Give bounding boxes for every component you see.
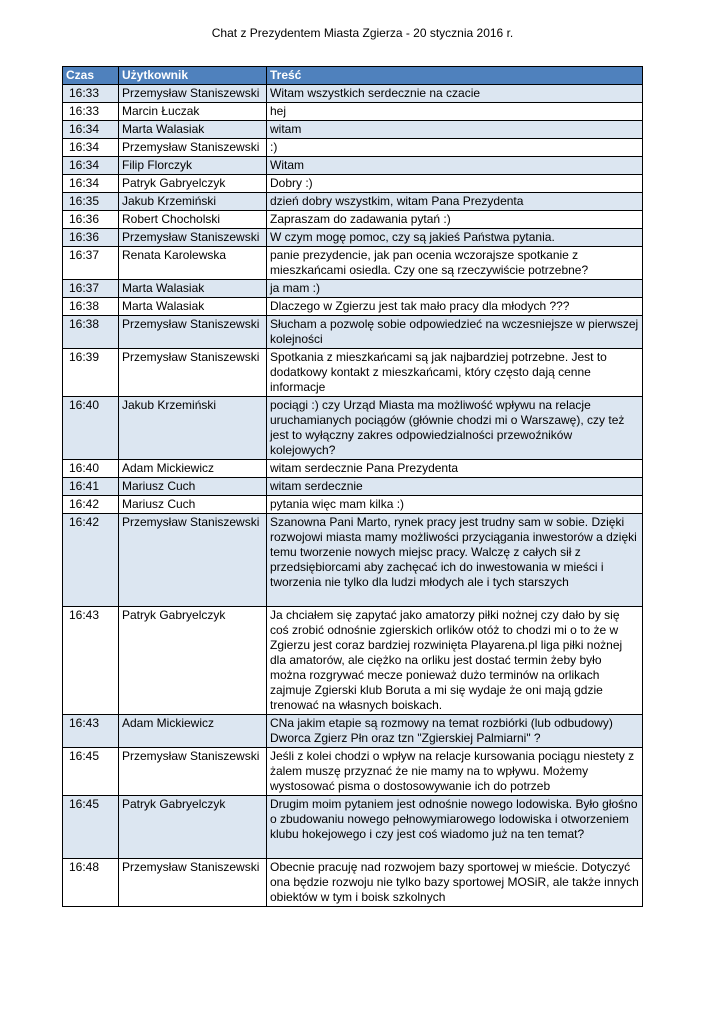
chat-time-cell: 16:35 (63, 193, 119, 211)
chat-time-cell: 16:48 (63, 859, 119, 907)
table-row (63, 514, 643, 607)
chat-time-cell: 16:42 (63, 514, 119, 607)
chat-user-cell: Patryk Gabryelczyk (119, 175, 267, 193)
chat-message-cell: CNa jakim etapie są rozmowy na temat rozbiórki (lub odbudowy) Dworca Zgierz Płn oraz tzn "Zgierskiej Palmiarni" ? (267, 715, 643, 748)
chat-user-cell: Przemysław Staniszewski (119, 859, 267, 907)
chat-time-cell: 16:43 (63, 715, 119, 748)
chat-user-cell: Przemysław Staniszewski (119, 85, 267, 103)
table-row (63, 496, 643, 514)
chat-time-cell: 16:40 (63, 397, 119, 460)
chat-time-cell: 16:33 (63, 103, 119, 121)
chat-table-body (63, 85, 643, 907)
column-header-message: Treść (267, 67, 643, 85)
chat-time-cell: 16:36 (63, 211, 119, 229)
chat-time-cell: 16:34 (63, 157, 119, 175)
table-row (63, 229, 643, 247)
chat-message-cell: Drugim moim pytaniem jest odnośnie nowego lodowiska. Było głośno o zbudowaniu nowego pełnowymiarowego lodowiska i otworzeniem klubu hokejowego i czy jest coś wiadomo już na ten temat? (267, 796, 643, 859)
column-header-time: Czas (63, 67, 119, 85)
chat-user-cell: Mariusz Cuch (119, 478, 267, 496)
table-row (63, 121, 643, 139)
table-row (63, 211, 643, 229)
chat-message-cell: Zapraszam do zadawania pytań :) (267, 211, 643, 229)
chat-message-cell: Słucham a pozwolę sobie odpowiedzieć na wczesniejsze w pierwszej kolejności (267, 316, 643, 349)
chat-time-cell: 16:36 (63, 229, 119, 247)
chat-user-cell: Filip Florczyk (119, 157, 267, 175)
table-row (63, 607, 643, 715)
chat-message-cell: Szanowna Pani Marto, rynek pracy jest trudny sam w sobie. Dzięki rozwojowi miasta mamy możliwości przyciągania inwestorów a dzięki temu tworzenie nowych miejsc pracy. Walczę z całych sił z przedsiębiorcami aby zachęcać ich do inwestowania w mieści i tworzenia nie tylko dla ludzi młodych ale i tych starszych (267, 514, 643, 607)
chat-time-cell: 16:34 (63, 175, 119, 193)
table-row (63, 460, 643, 478)
chat-user-cell: Marta Walasiak (119, 298, 267, 316)
chat-message-cell: Witam (267, 157, 643, 175)
table-row (63, 139, 643, 157)
chat-user-cell: Przemysław Staniszewski (119, 748, 267, 796)
table-row (63, 103, 643, 121)
chat-user-cell: Marcin Łuczak (119, 103, 267, 121)
chat-time-cell: 16:42 (63, 496, 119, 514)
chat-message-cell: Spotkania z mieszkańcami są jak najbardziej potrzebne. Jest to dodatkowy kontakt z mieszkańcami, który często dają cenne informacje (267, 349, 643, 397)
column-header-user: Użytkownik (119, 67, 267, 85)
chat-user-cell: Adam Mickiewicz (119, 460, 267, 478)
chat-message-cell: Jeśli z kolei chodzi o wpływ na relacje kursowania pociągu niestety z żalem muszę przyznać że nie mamy na to wpływu. Możemy wystosować pisma o dostosowywanie ich do potrzeb (267, 748, 643, 796)
chat-user-cell: Robert Chocholski (119, 211, 267, 229)
chat-message-cell: dzień dobry wszystkim, witam Pana Prezydenta (267, 193, 643, 211)
chat-message-cell: panie prezydencie, jak pan ocenia wczorajsze spotkanie z mieszkańcami osiedla. Czy one są rzeczywiście potrzebne? (267, 247, 643, 280)
document-title: Chat z Prezydentem Miasta Zgierza - 20 stycznia 2016 r. (211, 26, 514, 40)
table-row (63, 175, 643, 193)
chat-message-cell: witam serdecznie Pana Prezydenta (267, 460, 643, 478)
table-row (63, 748, 643, 796)
chat-message-cell: W czym mogę pomoc, czy są jakieś Państwa pytania. (267, 229, 643, 247)
chat-time-cell: 16:34 (63, 139, 119, 157)
chat-message-cell: witam serdecznie (267, 478, 643, 496)
chat-user-cell: Przemysław Staniszewski (119, 139, 267, 157)
chat-time-cell: 16:45 (63, 748, 119, 796)
chat-user-cell: Marta Walasiak (119, 280, 267, 298)
chat-message-cell: Dlaczego w Zgierzu jest tak mało pracy dla młodych ??? (267, 298, 643, 316)
chat-user-cell: Patryk Gabryelczyk (119, 607, 267, 715)
table-row (63, 157, 643, 175)
table-row (63, 397, 643, 460)
chat-message-cell: pociągi :) czy Urząd Miasta ma możliwość wpływu na relacje uruchamianych pociągów (głównie chodzi mi o Warszawę), czy też jest to wyłączny zakres odpowiedzialności przewoźników kolejowych? (267, 397, 643, 460)
chat-user-cell: Przemysław Staniszewski (119, 316, 267, 349)
chat-time-cell: 16:41 (63, 478, 119, 496)
table-row (63, 316, 643, 349)
table-header-row (63, 67, 643, 85)
table-row (63, 247, 643, 280)
chat-message-cell: Witam wszystkich serdecznie na czacie (267, 85, 643, 103)
chat-user-cell: Marta Walasiak (119, 121, 267, 139)
chat-time-cell: 16:33 (63, 85, 119, 103)
chat-message-cell: hej (267, 103, 643, 121)
chat-time-cell: 16:39 (63, 349, 119, 397)
chat-user-cell: Przemysław Staniszewski (119, 349, 267, 397)
chat-time-cell: 16:45 (63, 796, 119, 859)
table-row (63, 298, 643, 316)
chat-user-cell: Patryk Gabryelczyk (119, 796, 267, 859)
chat-user-cell: Jakub Krzemiński (119, 193, 267, 211)
table-row (63, 796, 643, 859)
table-row (63, 85, 643, 103)
table-row (63, 349, 643, 397)
table-row (63, 859, 643, 907)
table-row (63, 280, 643, 298)
table-row (63, 478, 643, 496)
chat-time-cell: 16:38 (63, 298, 119, 316)
table-row (63, 193, 643, 211)
chat-time-cell: 16:37 (63, 280, 119, 298)
table-row (63, 715, 643, 748)
chat-time-cell: 16:38 (63, 316, 119, 349)
chat-user-cell: Przemysław Staniszewski (119, 229, 267, 247)
chat-user-cell: Jakub Krzemiński (119, 397, 267, 460)
chat-message-cell: witam (267, 121, 643, 139)
chat-message-cell: :) (267, 139, 643, 157)
chat-message-cell: Ja chciałem się zapytać jako amatorzy piłki nożnej czy dało by się coś zrobić odnośnie zgierskich orlików otóż to chodzi mi o to że w Zgierzu jest coraz bardziej rozwinięta Playarena.pl liga piłki nożnej dla amatorów, ale ciężko na orliku jest dostać termin żeby było można rozgrywać mecze ponieważ dużo terminów na orlikach zajmuje Zgierski klub Boruta a mi się wydaje że oni mają gdzie trenować na własnych boiskach. (267, 607, 643, 715)
chat-time-cell: 16:40 (63, 460, 119, 478)
chat-message-cell: ja mam :) (267, 280, 643, 298)
chat-message-cell: Dobry :) (267, 175, 643, 193)
chat-time-cell: 16:43 (63, 607, 119, 715)
chat-message-cell: pytania więc mam kilka :) (267, 496, 643, 514)
chat-message-cell: Obecnie pracuję nad rozwojem bazy sportowej w mieście. Dotyczyć ona będzie rozwoju nie tylko bazy sportowej MOSiR, ale także innych obiektów w tym i boisk szkolnych (267, 859, 643, 907)
chat-user-cell: Renata Karolewska (119, 247, 267, 280)
chat-table (62, 66, 643, 907)
chat-time-cell: 16:34 (63, 121, 119, 139)
chat-user-cell: Mariusz Cuch (119, 496, 267, 514)
chat-time-cell: 16:37 (63, 247, 119, 280)
chat-user-cell: Adam Mickiewicz (119, 715, 267, 748)
chat-user-cell: Przemysław Staniszewski (119, 514, 267, 607)
